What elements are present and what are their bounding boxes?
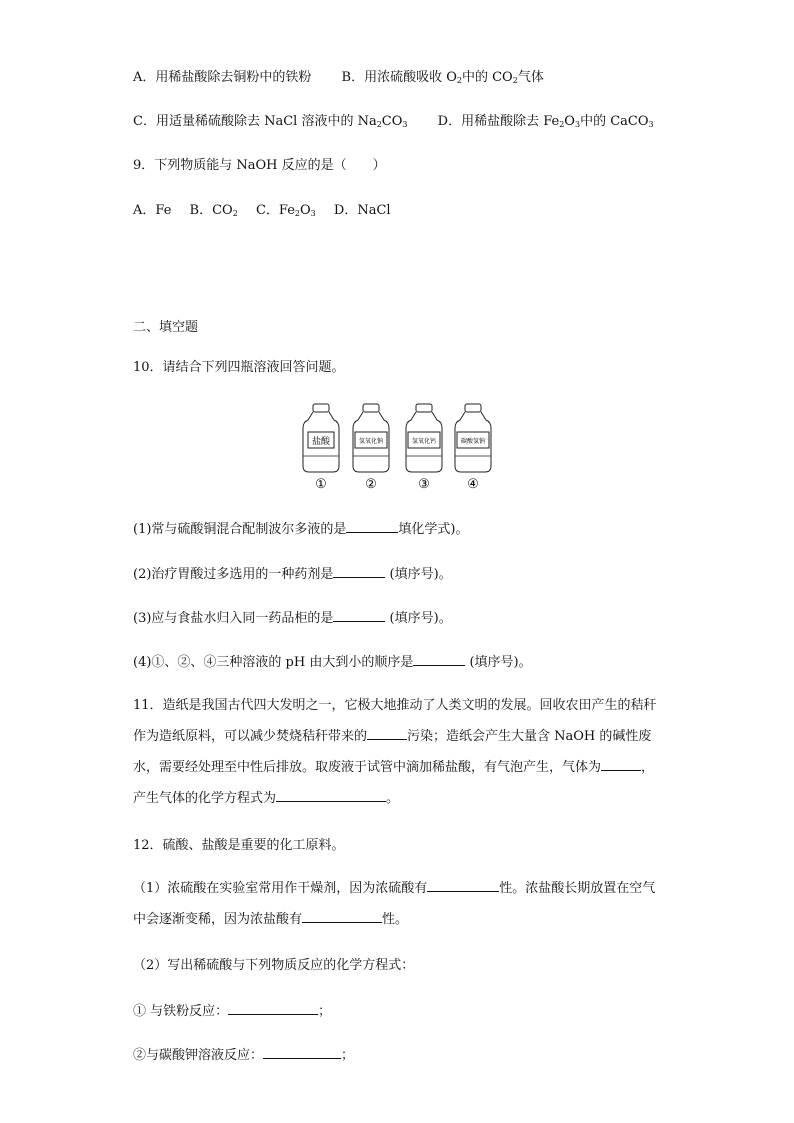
bottle-3 [406,404,442,492]
q10-blank-2[interactable] [333,563,385,578]
q10-stem: 10．请结合下列四瓶溶液回答问题。 [133,360,345,375]
q9-option-b: B．$CO_2$ [189,203,238,218]
four-bottles-figure [300,402,496,492]
q12-part-1: （1）浓硫酸在实验室常用作干燥剂，因为浓硫酸有 性。浓盐酸长期放置在空气中会逐渐变稀，因为浓盐酸有 性。 [133,873,661,935]
q10-part-1: (1)常与硫酸铜混合配制波尔多液的是 填化学式)。 [133,518,469,540]
bottle-1 [303,404,339,492]
bottle-2 [353,404,389,492]
q11-blank-1[interactable] [367,725,407,740]
q9-option-d: D．NaCl [333,203,391,218]
q10-blank-4[interactable] [413,651,465,666]
q12-blank-3[interactable] [228,1000,318,1015]
q9-options [133,201,391,224]
bottle-2-label: 氢氧化钠 [358,438,384,445]
bottle-1-label: 盐酸 [311,437,331,447]
q12-blank-4[interactable] [263,1044,341,1059]
bottle-3-number: ③ [418,477,430,492]
bottle-1-number: ① [315,477,327,492]
q12-part-2: （2）写出稀硫酸与下列物质反应的化学方程式： [133,958,415,973]
q12-blank-2[interactable] [302,908,382,923]
q8-options-ab [133,68,544,91]
q8-option-d: D．用稀盐酸除去 $Fe_2O_3$中的 CaCO$_3$ [437,114,654,129]
q8-option-c: C．用适量稀硫酸除去 NaCl 溶液中的 $Na_2CO_3$ [133,114,408,129]
bottle-4-number: ④ [467,477,479,492]
q10-blank-3[interactable] [333,607,385,622]
q11-blank-3[interactable] [276,787,386,802]
q12-reaction-2: ②与碳酸钾溶液反应： ； [133,1044,354,1066]
q12-blank-1[interactable] [427,877,499,892]
bottle-4 [455,404,491,492]
bottle-4-label: 碳酸氢钠 [460,438,486,445]
bottle-2-number: ② [365,477,377,492]
q9-option-c: C．$Fe_2O_3$ [255,203,316,218]
q9-stem: 9．下列物质能与 NaOH 反应的是（ ） [133,158,386,173]
q8-option-a: A．用稀盐酸除去铜粉中的铁粉 [133,70,312,85]
q12-reaction-1: ① 与铁粉反应： ； [133,1000,331,1022]
q11-blank-2[interactable] [601,756,641,771]
q10-part-4: (4)①、②、④三种溶液的 pH 由大到小的顺序是 (填序号)。 [133,651,532,673]
q11-paragraph: 11．造纸是我国古代四大发明之一，它极大地推动了人类文明的发展。回收农田产生的秸秆作为造纸原料，可以减少焚烧秸秆带来的 污染；造纸会产生大量含 NaOH 的碱性废水，需要经处理至中性后排放。取废液于试管中滴加稀盐酸，有气泡产生，气体为 ，产生气体的化学方程式为 。 [133,698,657,806]
q10-part-3: (3)应与食盐水归入同一药品柜的是 (填序号)。 [133,607,452,629]
q12-stem: 12．硫酸、盐酸是重要的化工原料。 [133,838,345,853]
bottle-3-label: 氢氧化钙 [411,438,437,445]
q8-option-b: B．用浓硫酸吸收 $O_2$中的 $CO_2$气体 [341,70,544,85]
q10-part-2: (2)治疗胃酸过多选用的一种药剂是 (填序号)。 [133,563,452,585]
q10-blank-1[interactable] [346,518,398,533]
section-title: 二、填空题 [133,320,199,335]
q8-options-cd [133,112,654,135]
q9-option-a: A．Fe [133,203,172,218]
